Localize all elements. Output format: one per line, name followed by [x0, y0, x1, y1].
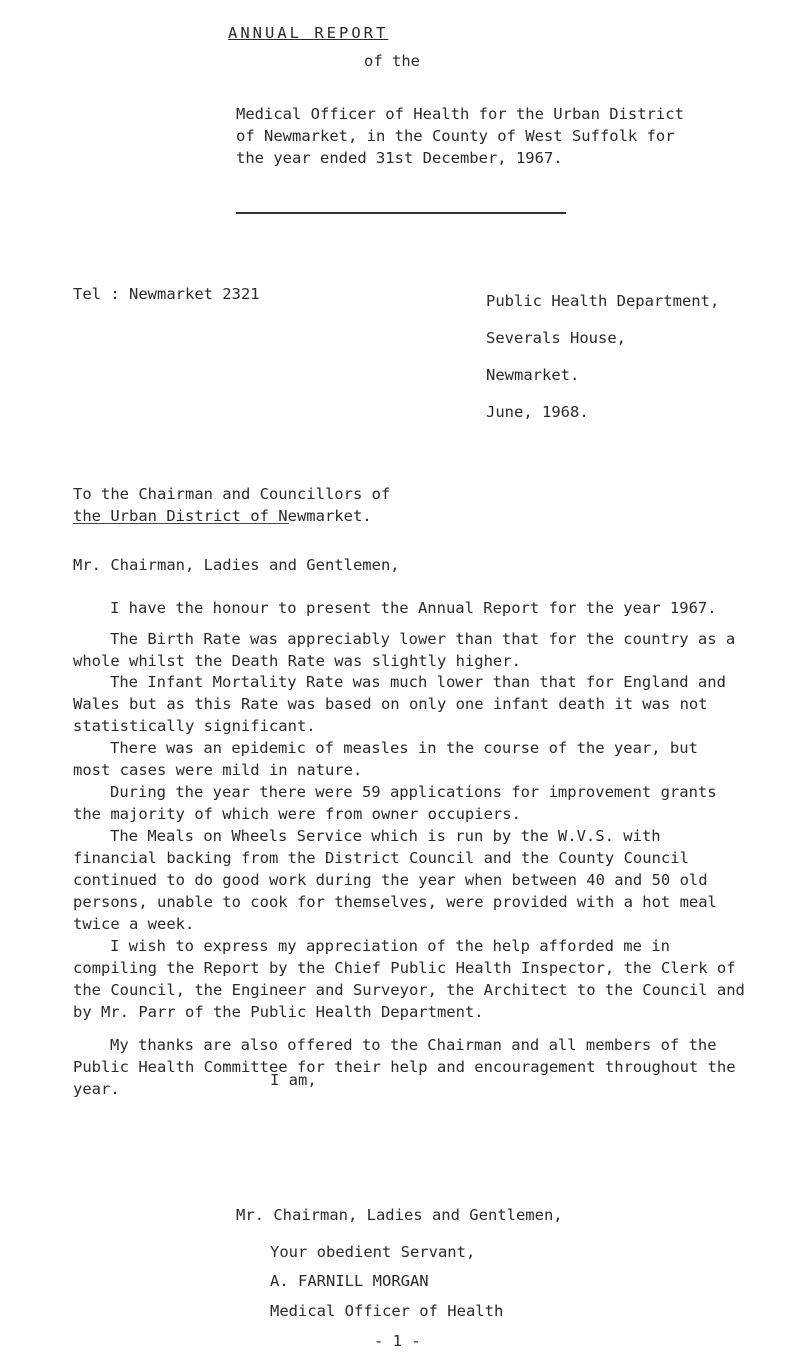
closing-servant: Your obedient Servant,	[270, 1243, 476, 1261]
closing-salutation: Mr. Chairman, Ladies and Gentlemen,	[236, 1206, 563, 1224]
signature-block	[270, 1270, 503, 1322]
addressee-underline	[73, 523, 289, 524]
signatory-name: A. FARNILL MORGAN	[270, 1272, 429, 1290]
paragraph-6: The Meals on Wheels Service which is run by the W.V.S. with financial backing from the District Council and the County Council continued to do good work during the year when between 40 and 50 old persons, unable to cook for themselves, were provided with a hot meal twice a week.	[73, 827, 717, 933]
telephone-line: Tel : Newmarket 2321	[73, 285, 260, 303]
paragraph-3: The Infant Mortality Rate was much lower than that for England and Wales but as this Rate was based on only one infant death it was not statistically significant.	[73, 673, 726, 735]
report-intro: Medical Officer of Health for the Urban District of Newmarket, in the County of West Suffolk for the year ended 31st December, 1967.	[236, 105, 684, 167]
paragraph-4: There was an epidemic of measles in the course of the year, but most cases were mild in nature.	[73, 739, 698, 779]
addressee: To the Chairman and Councillors of the Urban District of Newmarket.	[73, 485, 391, 525]
salutation: Mr. Chairman, Ladies and Gentlemen,	[73, 556, 400, 574]
report-subtitle: of the	[364, 52, 420, 70]
page-number: - 1 -	[374, 1332, 421, 1350]
paragraph-2: The Birth Rate was appreciably lower than that for the country as a whole whilst the Death Rate was slightly higher.	[73, 630, 736, 670]
closing-i-am: I am,	[270, 1071, 317, 1089]
paragraph-1: I have the honour to present the Annual Report for the year 1967.	[110, 599, 717, 617]
paragraph-5: During the year there were 59 applications for improvement grants the majority of which were from owner occupiers.	[73, 783, 717, 823]
sender-address: Public Health Department, Severals House, Newmarket. June, 1968.	[486, 292, 720, 421]
paragraph-8: My thanks are also offered to the Chairman and all members of the Public Health Committee for their help and encouragement throughout the year.	[73, 1036, 736, 1098]
report-title: ANNUAL REPORT	[228, 24, 389, 42]
paragraph-7: I wish to express my appreciation of the help afforded me in compiling the Report by the Chief Public Health Inspector, the Clerk of the Council, the Engineer and Surveyor, the Architect to the Council and by Mr. Parr of the Public Health Department.	[73, 937, 745, 1021]
header-divider	[236, 212, 566, 214]
signatory-position: Medical Officer of Health	[270, 1302, 504, 1320]
